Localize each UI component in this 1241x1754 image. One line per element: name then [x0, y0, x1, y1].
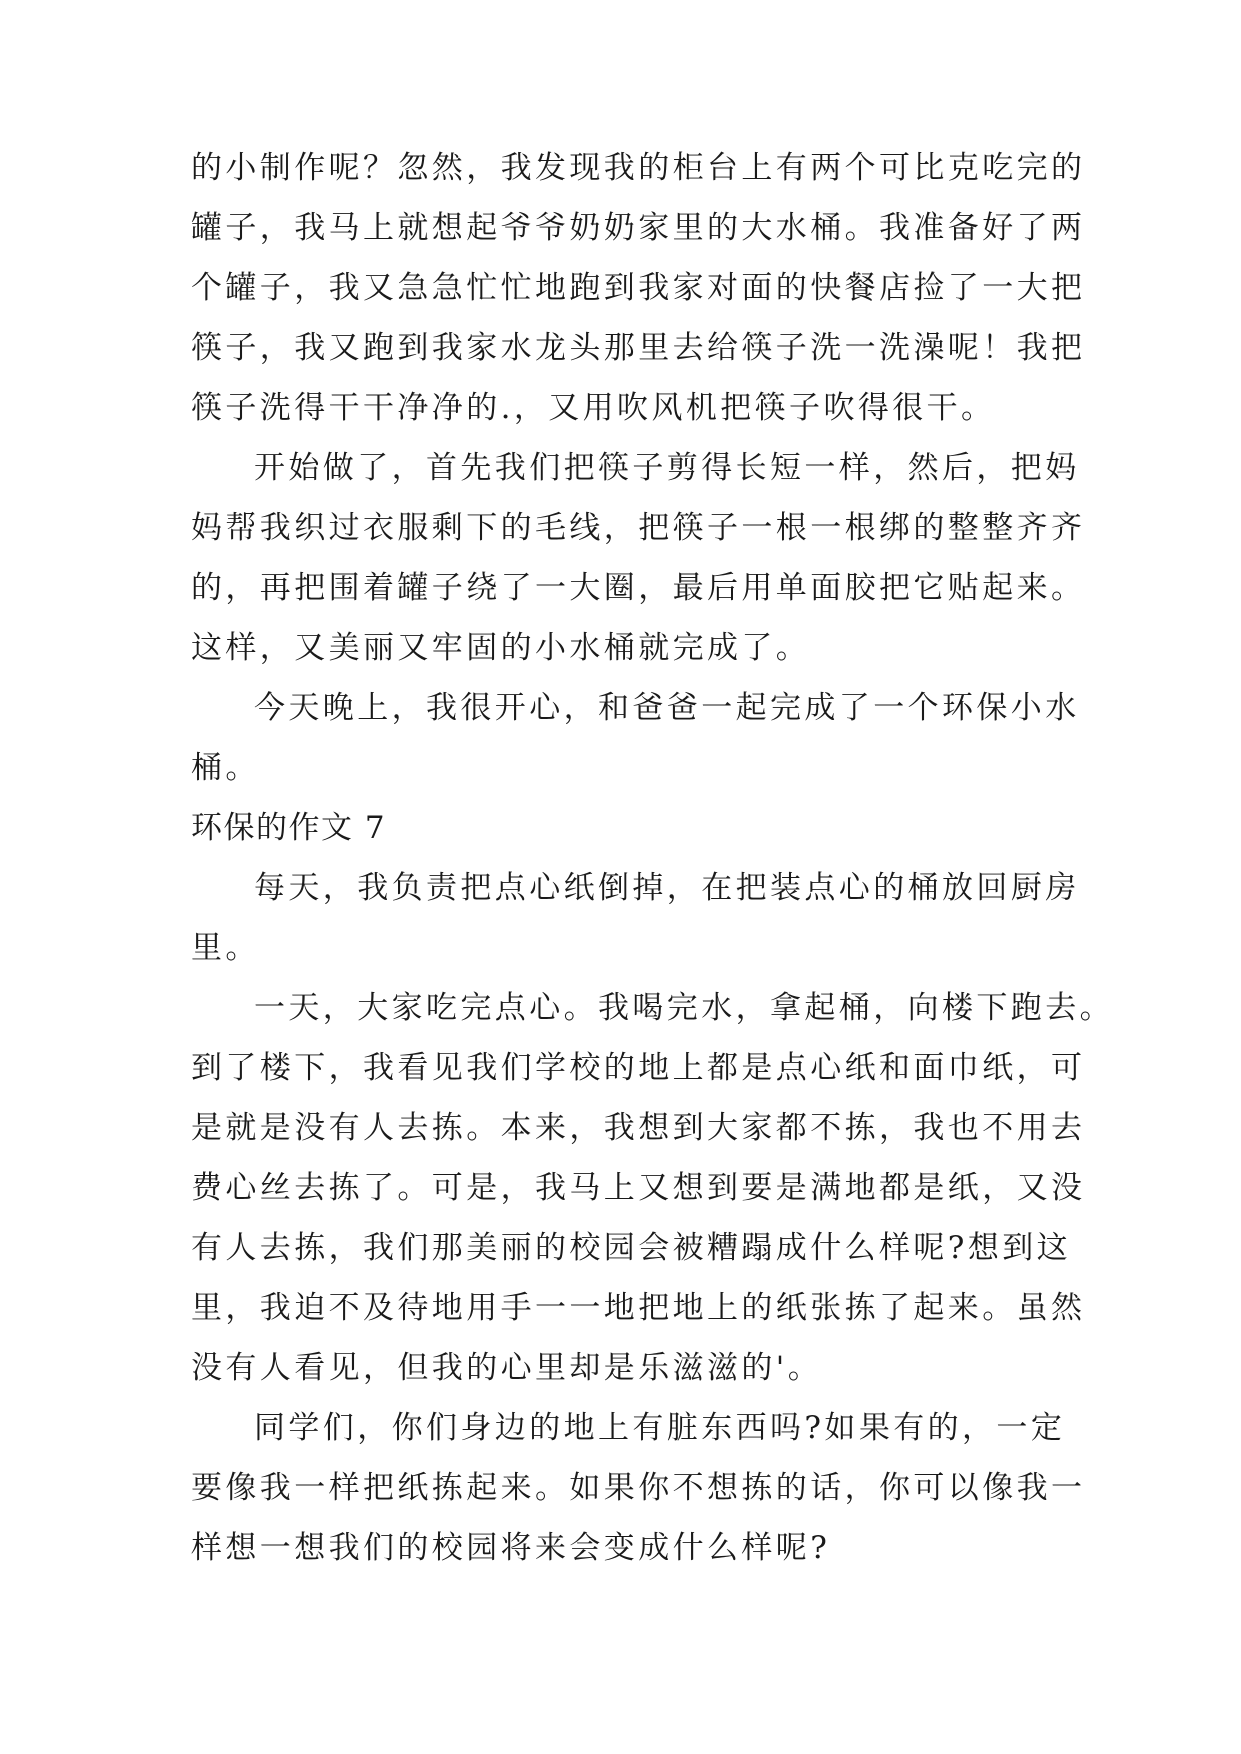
- text-line: 到了楼下，我看见我们学校的地上都是点心纸和面巾纸，可: [191, 1050, 1086, 1086]
- text-line: 没有人看见，但我的心里却是乐滋滋的'。: [191, 1350, 823, 1386]
- text-line: 的小制作呢？忽然，我发现我的柜台上有两个可比克吃完的: [191, 150, 1086, 186]
- text-line: 筷子，我又跑到我家水龙头那里去给筷子洗一洗澡呢！我把: [191, 330, 1086, 366]
- section-heading: 环保的作文 7: [191, 810, 387, 846]
- paragraph-start: 同学们，你们身边的地上有脏东西吗?如果有的，一定: [254, 1410, 1066, 1446]
- text-line: 有人去拣，我们那美丽的校园会被糟蹋成什么样呢?想到这: [191, 1230, 1072, 1266]
- text-line: 里。: [191, 930, 260, 966]
- text-line: 罐子，我马上就想起爷爷奶奶家里的大水桶。我准备好了两: [191, 210, 1086, 246]
- text-line: 是就是没有人去拣。本来，我想到大家都不拣，我也不用去: [191, 1110, 1086, 1146]
- paragraph-start: 今天晚上，我很开心，和爸爸一起完成了一个环保小水: [254, 690, 1080, 726]
- text-line: 个罐子，我又急急忙忙地跑到我家对面的快餐店捡了一大把: [191, 270, 1086, 306]
- paragraph-start: 每天，我负责把点心纸倒掉，在把装点心的桶放回厨房: [254, 870, 1080, 906]
- text-line: 筷子洗得干干净净的.，又用吹风机把筷子吹得很干。: [191, 390, 996, 426]
- text-line: 样想一想我们的校园将来会变成什么样呢?: [191, 1530, 831, 1566]
- text-line: 要像我一样把纸拣起来。如果你不想拣的话，你可以像我一: [191, 1470, 1086, 1506]
- text-line: 里，我迫不及待地用手一一地把地上的纸张拣了起来。虽然: [191, 1290, 1086, 1326]
- text-line: 的，再把围着罐子绕了一大圈，最后用单面胶把它贴起来。: [191, 570, 1086, 606]
- text-line: 费心丝去拣了。可是，我马上又想到要是满地都是纸，又没: [191, 1170, 1086, 1206]
- text-line: 这样，又美丽又牢固的小水桶就完成了。: [191, 630, 811, 666]
- paragraph-start: 开始做了，首先我们把筷子剪得长短一样，然后，把妈: [254, 450, 1080, 486]
- paragraph-start: 一天，大家吃完点心。我喝完水，拿起桶，向楼下跑去。: [254, 990, 1114, 1026]
- text-line: 妈帮我织过衣服剩下的毛线，把筷子一根一根绑的整整齐齐: [191, 510, 1086, 546]
- text-line: 桶。: [191, 750, 260, 786]
